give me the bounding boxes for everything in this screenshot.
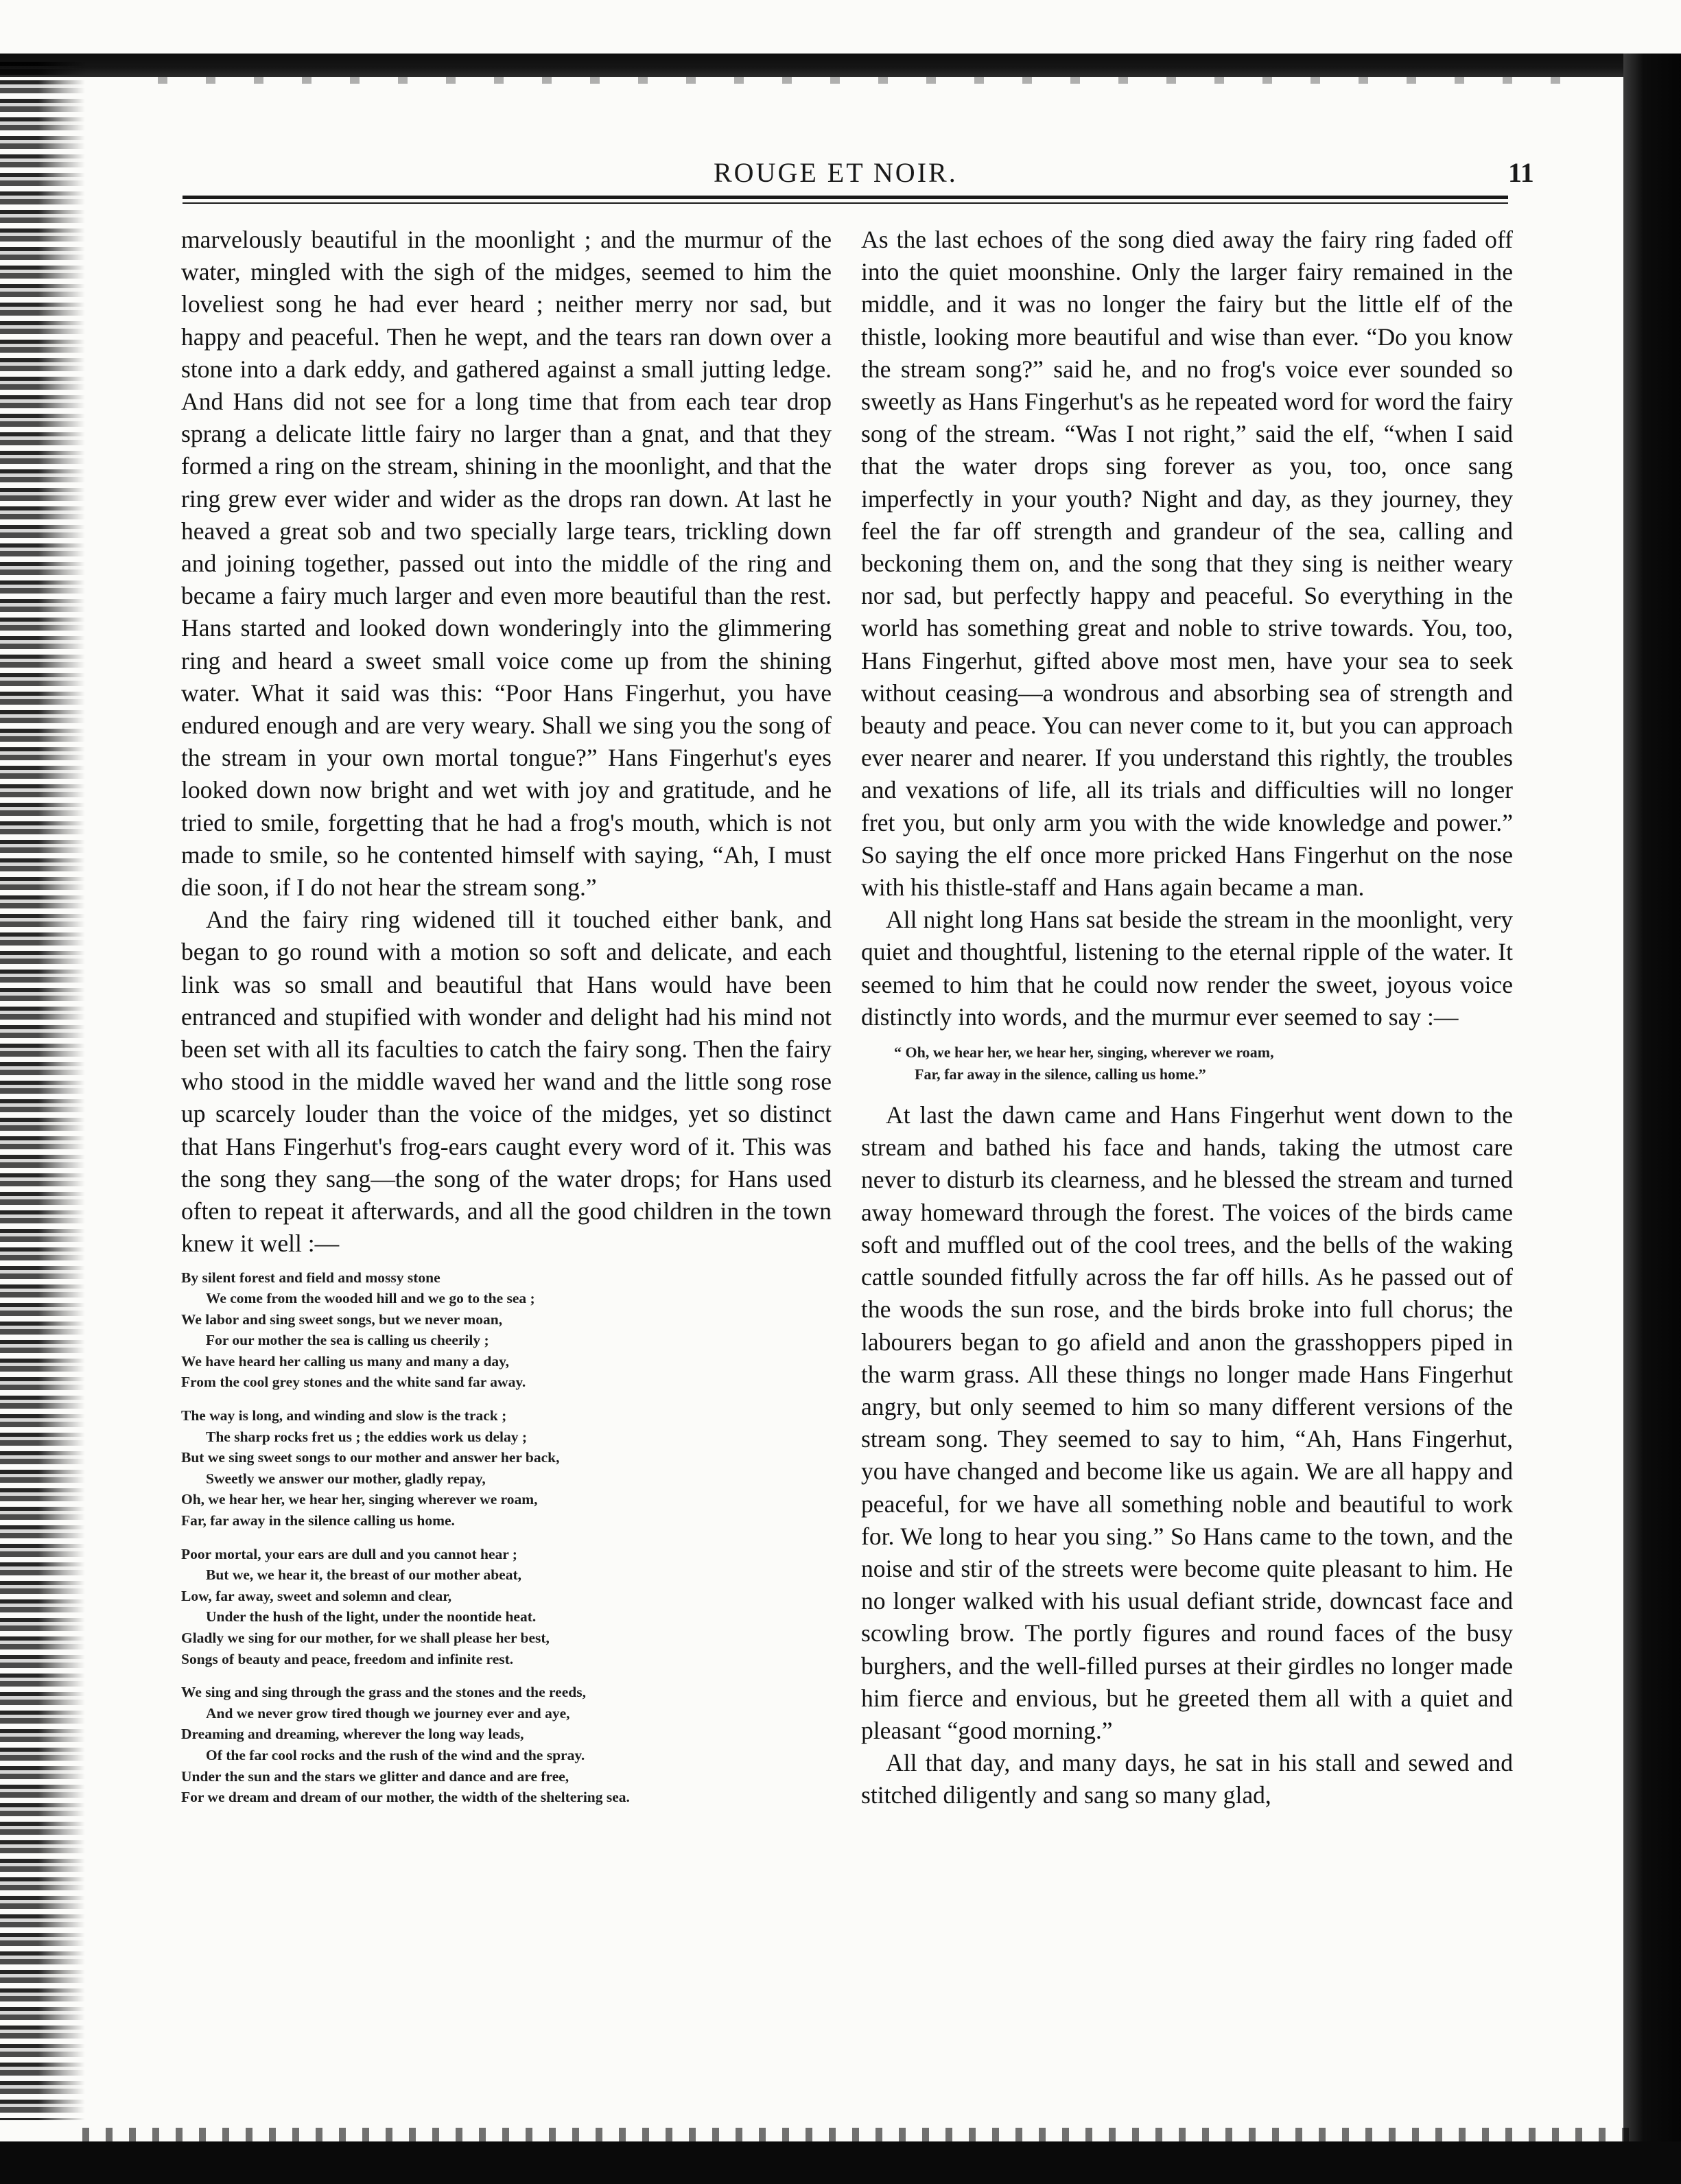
poem-line: The sharp rocks fret us ; the eddies work us delay ;	[206, 1428, 528, 1445]
poem-stanza	[181, 1267, 832, 1394]
scan-border-bottom	[0, 2141, 1681, 2184]
poem-line: And we never grow tired though we journey ever and aye,	[206, 1704, 570, 1722]
poem-line: From the cool grey stones and the white sand far away.	[181, 1374, 526, 1391]
poem	[181, 1267, 832, 1808]
header-rule-thin	[183, 202, 1508, 204]
paragraph: All night long Hans sat beside the stream in the moonlight, very quiet and thoughtful, listening to the eternal ripple of the water. It seemed to him that he could now render the sweet, joyous voice distinctly into words, and the murmur ever seemed to say :—	[861, 906, 1513, 1031]
scan-border-left	[0, 62, 85, 2120]
poem-line: For our mother the sea is calling us cheerily ;	[206, 1332, 489, 1349]
scan-noise-bottom	[82, 2128, 1633, 2141]
poem-stanza	[181, 1544, 832, 1670]
poem-line: Of the far cool rocks and the rush of the wind and the spray.	[206, 1746, 585, 1763]
poem-stanza	[181, 1405, 832, 1531]
paragraph: And the fairy ring widened till it touched either bank, and began to go round with a motion so soft and delicate, and each link was so small and beautiful that Hans would have been entranced and stupified with wonder and delight had his mind not been set with all its faculties to catch the fairy song. Then the fairy who stood in the middle waved her wand and the little song rose up scarcely louder than the voice of the midges, yet so distinct that Hans Fingerhut's frog-ears caught every word of it. This was the song they sang—the song of the water drops; for Hans used often to repeat it afterwards, and all the good children in the town knew it well :—	[181, 906, 832, 1258]
left-column	[181, 224, 832, 1820]
poem-line: Poor mortal, your ears are dull and you cannot hear ;	[181, 1545, 517, 1562]
poem-line: Far, far away in the silence calling us home.	[181, 1512, 455, 1529]
poem-line: Songs of beauty and peace, freedom and infinite rest.	[181, 1650, 514, 1667]
poem-line: Under the hush of the light, under the noontide heat.	[206, 1608, 537, 1625]
quote-line: Far, far away in the silence, calling us home.”	[915, 1066, 1206, 1083]
paragraph: At last the dawn came and Hans Fingerhut went down to the stream and bathed his face and hands, taking the utmost care never to disturb its clearness, and he blessed the stream and turned away homeward through the forest. The voices of the birds came soft and muffled out of the cool trees, and the bells of the waking cattle sounded fitfully across the far off hills. As he passed out of the woods the sun rose, and the birds broke into full chorus; the labourers began to go afield and anon the grasshoppers piped in the warm grass. All these things no longer made Hans Fingerhut angry, but only seemed to him so many different versions of the stream song. They seemed to say to him, “Ah, Hans Fingerhut, you have changed and become like us again. We are all happy and peaceful, for we have all something noble and beautiful to work for. We long to hear you sing.” So Hans came to the town, and the noise and stir of the streets were become quite pleasant to him. He no longer walked with his usual defiant stride, downcast face and scowling brow. The portly figures and round faces of the busy burghers, and the well-filled purses at their girdles no longer made him fierce and envious, but he greeted them all with a quiet and pleasant “good morning.”	[861, 1101, 1513, 1744]
poem-line: Under the sun and the stars we glitter and dance and are free,	[181, 1768, 569, 1785]
poem-line: Dreaming and dreaming, wherever the long way leads,	[181, 1726, 524, 1743]
paragraph: All that day, and many days, he sat in his stall and sewed and stitched diligently and sang so many glad,	[861, 1749, 1513, 1809]
poem-stanza	[181, 1682, 832, 1808]
quote-line: “ Oh, we hear her, we hear her, singing, wherever we roam,	[894, 1044, 1274, 1061]
poem-line: Low, far away, sweet and solemn and clear,	[181, 1587, 452, 1604]
running-title: ROUGE ET NOIR.	[714, 157, 958, 188]
poem-line: But we, we hear it, the breast of our mother abeat,	[206, 1566, 522, 1584]
poem-line: Gladly we sing for our mother, for we shall please her best,	[181, 1630, 550, 1646]
poem-line: The way is long, and winding and slow is the track ;	[181, 1407, 507, 1424]
poem-line: We sing and sing through the grass and the stones and the reeds,	[181, 1684, 586, 1701]
poem-line: But we sing sweet songs to our mother and answer her back,	[181, 1449, 560, 1466]
running-head	[0, 156, 1681, 198]
poem-line: By silent forest and field and mossy stone	[181, 1269, 440, 1286]
right-column	[861, 224, 1513, 1812]
paragraph: As the last echoes of the song died away the fairy ring faded off into the quiet moonshine. Only the larger fairy remained in the middle, and it was no longer the fairy but the little elf of the thistle, looking more beautiful and wise than ever. “Do you know the stream song?” said he, and no frog's voice ever sounded so sweetly as Hans Fingerhut's as he repeated word for word the fairy song of the stream. “Was I not right,” said the elf, “when I said that the water drops sing forever as you, too, once sang imperfectly in your youth? Night and day, as they journey, they feel the far off strength and grandeur of the sea, calling and beckoning them on, and the song that they sing is neither weary nor sad, but perfectly happy and peaceful. So everything in the world has something great and noble to strive towards. You, too, Hans Fingerhut, gifted above most men, have your sea to seek without ceasing—a wondrous and absorbing sea of strength and beauty and peace. You can never come to it, but you can approach ever nearer and nearer. If you understand this rightly, the troubles and vexations of life, all its trials and difficulties will no longer fret you, but only arm you with the wide knowledge and power.” So saying the elf once more pricked Hans Fingerhut on the nose with his thistle-staff and Hans again became a man.	[861, 226, 1513, 902]
scan-noise-top	[158, 77, 1599, 84]
scan-border-top	[0, 54, 1681, 77]
poem-line: Sweetly we answer our mother, gladly repay,	[206, 1470, 486, 1487]
quoted-refrain	[894, 1042, 1513, 1085]
poem-line: We come from the wooded hill and we go to the sea ;	[206, 1290, 535, 1307]
poem-line: We labor and sing sweet songs, but we never moan,	[181, 1311, 503, 1328]
header-rule	[183, 196, 1508, 199]
poem-line: For we dream and dream of our mother, the width of the sheltering sea.	[181, 1789, 630, 1806]
scan-border-right	[1623, 54, 1681, 2184]
paragraph: marvelously beautiful in the moonlight ; and the murmur of the water, mingled with the sigh of the midges, seemed to him the loveliest song he had ever heard ; neither merry nor sad, but happy and peaceful. Then he wept, and the tears ran down over a stone into a dark eddy, and gathered against a small jutting ledge. And Hans did not see for a long time that from each tear drop sprang a delicate little fairy no larger than a gnat, and that they formed a ring on the stream, shining in the moonlight, and that the ring grew ever wider and wider as the drops ran down. At last he heaved a great sob and two specially large tears, trickling down and joining together, passed out into the middle of the ring and became a fairy much larger and even more beautiful than the rest. Hans started and looked down wonderingly into the glimmering ring and heard a sweet small voice come up from the shining water. What it said was this: “Poor Hans Fingerhut, you have endured enough and are very weary. Shall we sing you the song of the stream in your own mortal tongue?” Hans Fingerhut's eyes looked down now bright and wet with joy and gratitude, and he tried to smile, forgetting that he had a frog's mouth, which is not made to smile, so he contented himself with saying, “Ah, I must die soon, if I do not hear the stream song.”	[181, 226, 832, 902]
poem-line: Oh, we hear her, we hear her, singing wherever we roam,	[181, 1491, 538, 1508]
poem-line: We have heard her calling us many and many a day,	[181, 1352, 510, 1370]
page-number: 11	[1508, 157, 1534, 188]
